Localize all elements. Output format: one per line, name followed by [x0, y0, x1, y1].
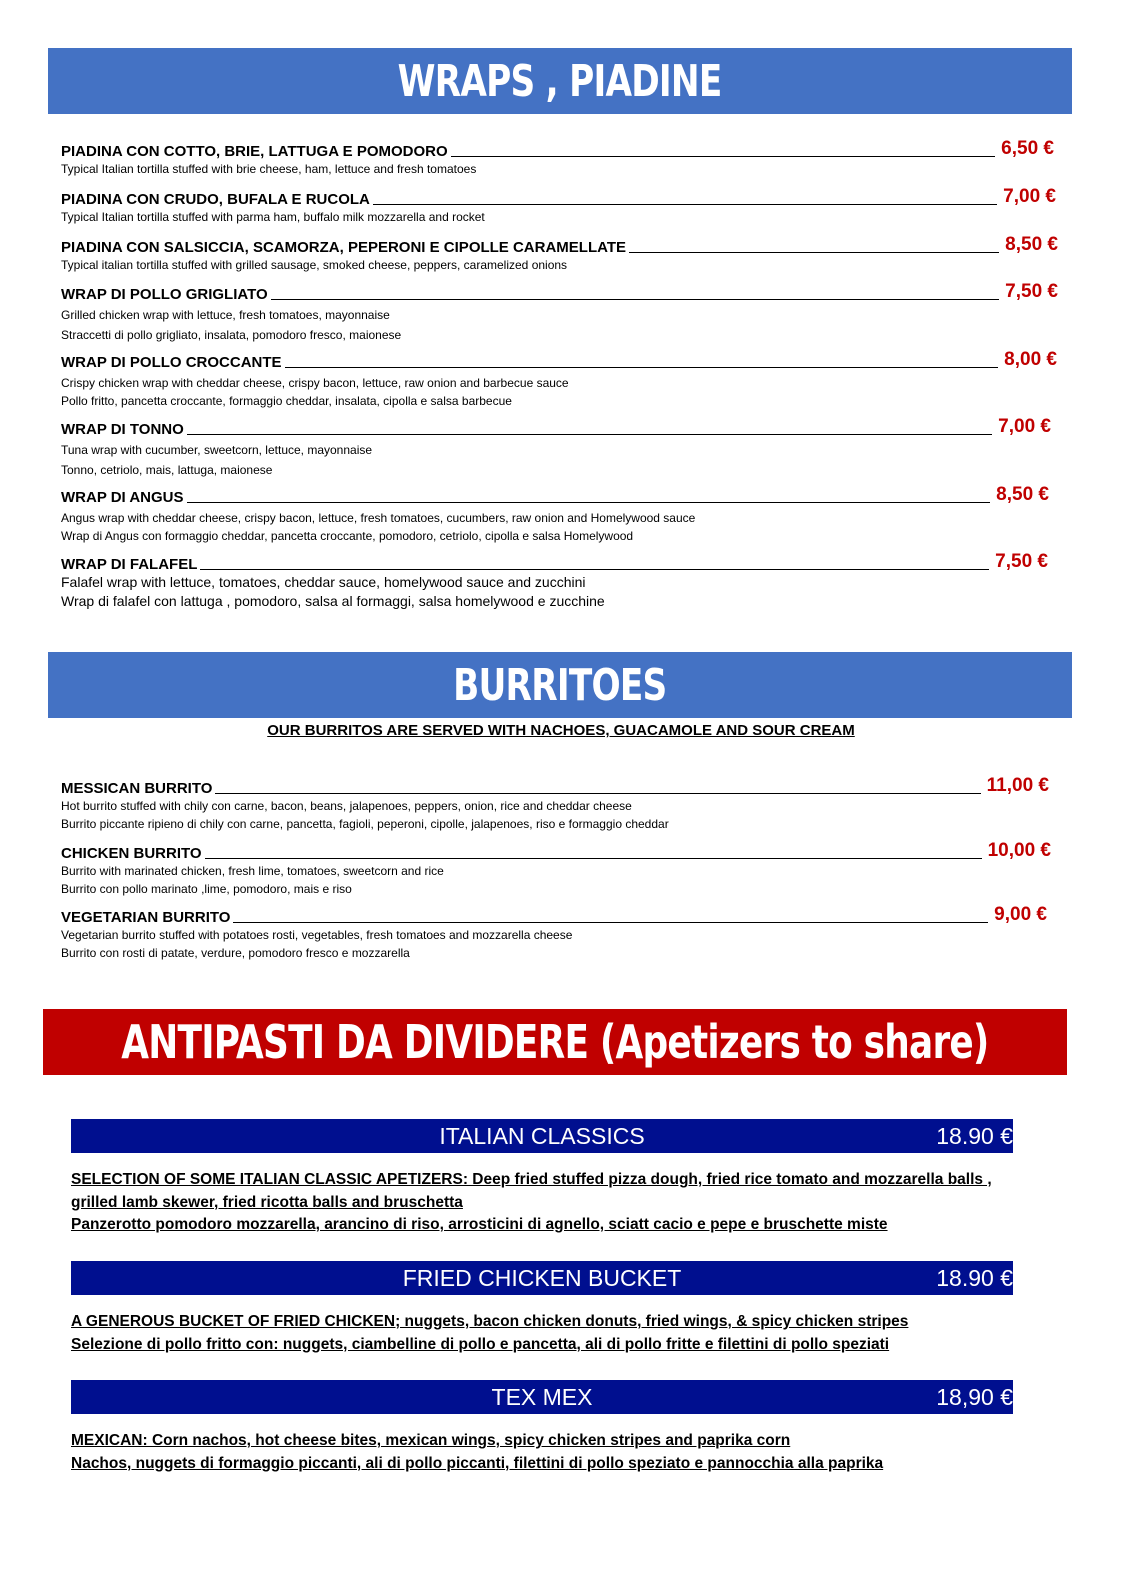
leader-line [200, 569, 989, 570]
item-description: Typical italian tortilla stuffed with grilled sausage, smoked cheese, peppers, caramelized onions [61, 258, 568, 272]
menu-item-piadina-crudo [61, 186, 1056, 226]
category-bar-tex-mex [71, 1380, 1013, 1414]
menu-item-vegetarian-burrito [61, 904, 1047, 962]
item-description: Tuna wrap with cucumber, sweetcorn, lettuce, mayonnaise [61, 443, 373, 457]
category-description-fried-chicken-bucket [71, 1311, 1021, 1356]
item-description: Vegetarian burrito stuffed with potatoes rosti, vegetables, fresh tomatoes and mozzarella cheese [61, 928, 573, 942]
category-price: 18.90 € [936, 1265, 1013, 1291]
item-price: 11,00 € [986, 775, 1049, 796]
description-line: grilled lamb skewer, fried ricotta balls and bruschetta [71, 1193, 463, 1211]
item-description: Typical Italian tortilla stuffed with parma ham, buffalo milk mozzarella and rocket [61, 210, 485, 224]
item-name: WRAP DI POLLO GRIGLIATO [61, 286, 268, 303]
leader-line [187, 434, 992, 435]
category-name: ITALIAN CLASSICS [439, 1123, 645, 1149]
item-description-italian: Wrap di falafel con lattuga , pomodoro, salsa al formaggi, salsa homelywood e zucchine [61, 593, 605, 609]
description-line: Selezione di pollo fritto con: nuggets, ciambelline di pollo e pancetta, ali di pollo fritte e filettini di pollo speziati [71, 1335, 890, 1353]
item-description: Falafel wrap with lettuce, tomatoes, cheddar sauce, homelywood sauce and zucchini [61, 574, 586, 590]
item-name: WRAP DI TONNO [61, 421, 184, 438]
item-description: Crispy chicken wrap with cheddar cheese, crispy bacon, lettuce, raw onion and barbecue sauce [61, 376, 569, 390]
leader-line [215, 793, 980, 794]
category-price: 18.90 € [936, 1123, 1013, 1149]
category-name: FRIED CHICKEN BUCKET [402, 1265, 682, 1291]
category-description-tex-mex [71, 1430, 1021, 1475]
item-name: VEGETARIAN BURRITO [61, 909, 231, 926]
wraps-section-banner [48, 48, 1072, 114]
category-bar-fried-chicken-bucket [71, 1261, 1013, 1295]
category-bar-italian-classics [71, 1119, 1013, 1153]
menu-item-wrap-angus [61, 484, 1049, 545]
item-price: 8,50 € [1005, 234, 1058, 255]
item-description-italian: Burrito con rosti di patate, verdure, pomodoro fresco e mozzarella [61, 946, 410, 960]
menu-item-wrap-falafel [61, 551, 1048, 611]
item-name: PIADINA CON SALSICCIA, SCAMORZA, PEPERONI E CIPOLLE CARAMELLATE [61, 239, 627, 256]
antipasti-section-banner [43, 1009, 1067, 1075]
category-name: TEX MEX [491, 1384, 593, 1410]
leader-line [285, 367, 999, 368]
item-price: 10,00 € [987, 840, 1051, 861]
menu-item-wrap-pollo-grigliato [61, 281, 1058, 344]
leader-line [187, 502, 991, 503]
leader-line [271, 299, 1000, 300]
item-description-italian: Straccetti di pollo grigliato, insalata, pomodoro fresco, maionese [61, 328, 402, 342]
leader-line [451, 156, 996, 157]
item-price: 8,00 € [1004, 349, 1057, 370]
menu-item-piadina-cotto [61, 138, 1054, 178]
item-price: 7,50 € [1005, 281, 1058, 302]
leader-line [629, 252, 999, 253]
menu-item-wrap-tonno [61, 416, 1051, 479]
burritos-section-title: BURRITOES [453, 659, 667, 711]
menu-item-chicken-burrito [61, 840, 1051, 898]
category-price: 18,90 € [936, 1384, 1013, 1410]
menu-item-messican-burrito [61, 775, 1049, 833]
item-description: Hot burrito stuffed with chily con carne, bacon, beans, jalapenoes, peppers, onion, rice and cheddar cheese [61, 799, 632, 813]
item-description: Burrito with marinated chicken, fresh lime, tomatoes, sweetcorn and rice [61, 864, 444, 878]
description-line: Panzerotto pomodoro mozzarella, arancino di riso, arrosticini di agnello, sciatt cacio e pepe e bruschette miste [71, 1216, 888, 1233]
item-description-italian: Burrito con pollo marinato ,lime, pomodoro, mais e riso [61, 882, 352, 896]
item-price: 9,00 € [994, 904, 1047, 925]
item-price: 8,50 € [996, 484, 1049, 505]
item-description: Angus wrap with cheddar cheese, crispy bacon, lettuce, fresh tomatoes, cucumbers, raw onion and Homelywood sauce [61, 511, 696, 525]
item-name: CHICKEN BURRITO [61, 845, 202, 862]
description-line: Nachos, nuggets di formaggio piccanti, ali di pollo piccanti, filettini di pollo speziato e pannocchia alla paprika [71, 1454, 884, 1472]
wraps-section-title: WRAPS , PIADINE [398, 55, 722, 107]
item-description: Typical Italian tortilla stuffed with brie cheese, ham, lettuce and fresh tomatoes [61, 162, 477, 176]
leader-line [373, 204, 997, 205]
item-name: PIADINA CON COTTO, BRIE, LATTUGA E POMODORO [61, 143, 448, 160]
leader-line [205, 858, 982, 859]
item-price: 7,50 € [995, 551, 1048, 572]
menu-item-wrap-pollo-croccante [61, 349, 1057, 410]
antipasti-section-title: ANTIPASTI DA DIVIDERE (Apetizers to share) [121, 1015, 989, 1069]
item-description-italian: Burrito piccante ripieno di chily con carne, pancetta, fagioli, peperoni, cipolle, jalapenoes, riso e formaggio cheddar [61, 817, 669, 831]
item-description-italian: Tonno, cetriolo, mais, lattuga, maionese [61, 463, 273, 477]
item-name: MESSICAN BURRITO [61, 780, 213, 797]
burritos-serving-note: OUR BURRITOS ARE SERVED WITH NACHOES, GUACAMOLE AND SOUR CREAM [267, 722, 855, 739]
item-description-italian: Pollo fritto, pancetta croccante, formaggio cheddar, insalata, cipolla e salsa barbecue [61, 394, 512, 408]
item-name: WRAP DI ANGUS [61, 489, 184, 506]
item-name: PIADINA CON CRUDO, BUFALA E RUCOLA [61, 191, 370, 208]
burritos-section-banner [48, 652, 1072, 718]
item-name: WRAP DI POLLO CROCCANTE [61, 354, 282, 371]
leader-line [233, 922, 988, 923]
item-description: Grilled chicken wrap with lettuce, fresh tomatoes, mayonnaise [61, 308, 390, 322]
description-line: SELECTION OF SOME ITALIAN CLASSIC APETIZERS: Deep fried stuffed pizza dough, fried rice tomato and mozzarella balls , [71, 1171, 992, 1188]
item-name: WRAP DI FALAFEL [61, 556, 198, 573]
category-description-italian-classics [71, 1169, 1021, 1237]
menu-item-piadina-salsiccia [61, 234, 1058, 274]
description-line: MEXICAN: Corn nachos, hot cheese bites, mexican wings, spicy chicken stripes and paprika corn [71, 1432, 791, 1449]
item-price: 7,00 € [1003, 186, 1056, 207]
item-description-italian: Wrap di Angus con formaggio cheddar, pancetta croccante, pomodoro, cetriolo, cipolla e salsa Homelywood [61, 529, 634, 543]
item-price: 7,00 € [998, 416, 1051, 437]
item-price: 6,50 € [1001, 138, 1054, 159]
description-line: A GENEROUS BUCKET OF FRIED CHICKEN; nuggets, bacon chicken donuts, fried wings, & spicy chicken stripes [71, 1313, 909, 1330]
